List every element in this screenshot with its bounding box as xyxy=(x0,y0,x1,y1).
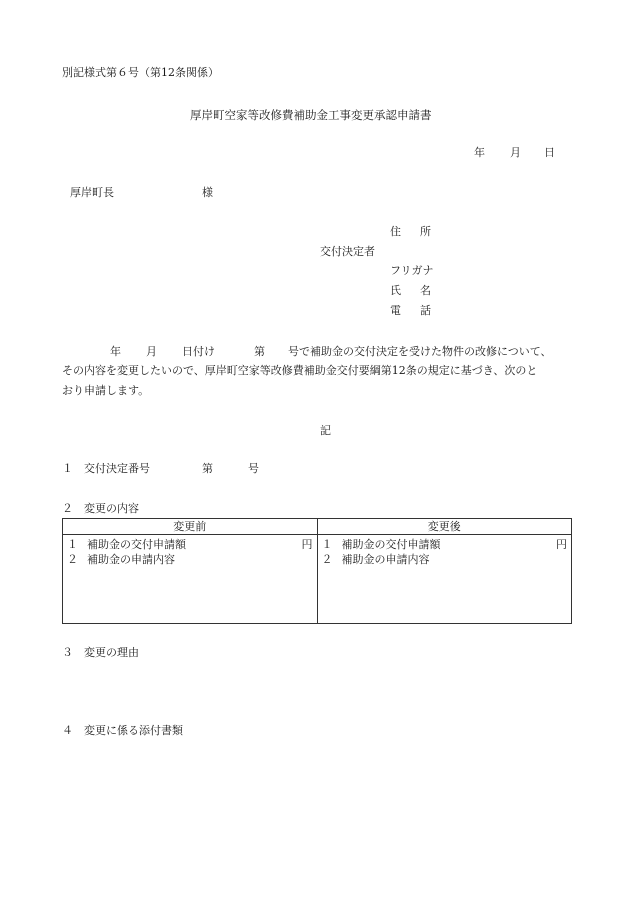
section-2-label: 変更の内容 xyxy=(84,502,139,515)
form-reference: 別記様式第６号（第12条関係） xyxy=(62,66,219,79)
document-title: 厚岸町空家等改修費補助金工事変更承認申請書 xyxy=(190,108,432,122)
before-item-1-unit: 円 xyxy=(301,538,313,551)
body-line3: おり申請します。 xyxy=(62,384,150,397)
addressee-honorific: 様 xyxy=(202,186,213,199)
applicant-phone-label: 電 話 xyxy=(390,304,435,317)
body-line2: その内容を変更したいので、厚岸町空家等改修費補助金交付要綱第12条の規定に基づき、次のと xyxy=(62,364,538,377)
after-item-2-number: ２ xyxy=(321,553,333,566)
before-item-1-label: 補助金の交付申請額 xyxy=(87,538,186,551)
header-before: 変更前 xyxy=(63,519,318,535)
section-1-dai: 第 xyxy=(202,462,213,475)
section-4-number: ４ xyxy=(62,724,73,737)
before-item-1-number: １ xyxy=(67,538,78,551)
date-month: 月 xyxy=(510,146,521,159)
before-item-2 xyxy=(67,552,313,567)
applicant-furigana-label: フリガナ xyxy=(390,264,434,277)
section-1-label: 交付決定番号 xyxy=(84,462,150,475)
body-dai: 第 xyxy=(254,345,265,358)
applicant-name-label: 氏 名 xyxy=(390,284,435,297)
section-1-go: 号 xyxy=(248,462,259,475)
body-year: 年 xyxy=(110,345,121,358)
section-1-number: １ xyxy=(62,462,73,475)
after-item-1-number: １ xyxy=(321,538,333,551)
after-cell xyxy=(317,535,572,624)
before-item-1 xyxy=(67,537,313,552)
after-item-2 xyxy=(322,552,568,567)
after-item-1-label: 補助金の交付申請額 xyxy=(341,538,441,551)
date-day: 日 xyxy=(544,146,555,159)
after-item-2-label: 補助金の申請内容 xyxy=(341,553,430,566)
section-2-number: ２ xyxy=(62,502,73,515)
before-cell xyxy=(63,535,318,624)
applicant-group-label: 交付決定者 xyxy=(320,245,375,258)
before-item-2-number: ２ xyxy=(67,553,78,566)
body-line1-rest: 号で補助金の交付決定を受けた物件の改修について、 xyxy=(288,345,552,358)
section-3-label: 変更の理由 xyxy=(84,646,139,659)
applicant-address-label: 住 所 xyxy=(390,225,435,238)
date-year: 年 xyxy=(474,146,485,159)
change-content-table xyxy=(62,518,572,624)
after-item-1 xyxy=(322,537,568,552)
body-month: 月 xyxy=(146,345,157,358)
header-after: 変更後 xyxy=(317,519,572,535)
body-dated: 日付け xyxy=(182,345,215,358)
section-3-number: ３ xyxy=(62,646,73,659)
addressee-name: 厚岸町長 xyxy=(70,186,114,199)
before-item-2-label: 補助金の申請内容 xyxy=(87,553,175,566)
section-4-label: 変更に係る添付書類 xyxy=(84,724,183,737)
after-item-1-unit: 円 xyxy=(556,538,567,551)
ki-heading: 記 xyxy=(320,424,331,437)
